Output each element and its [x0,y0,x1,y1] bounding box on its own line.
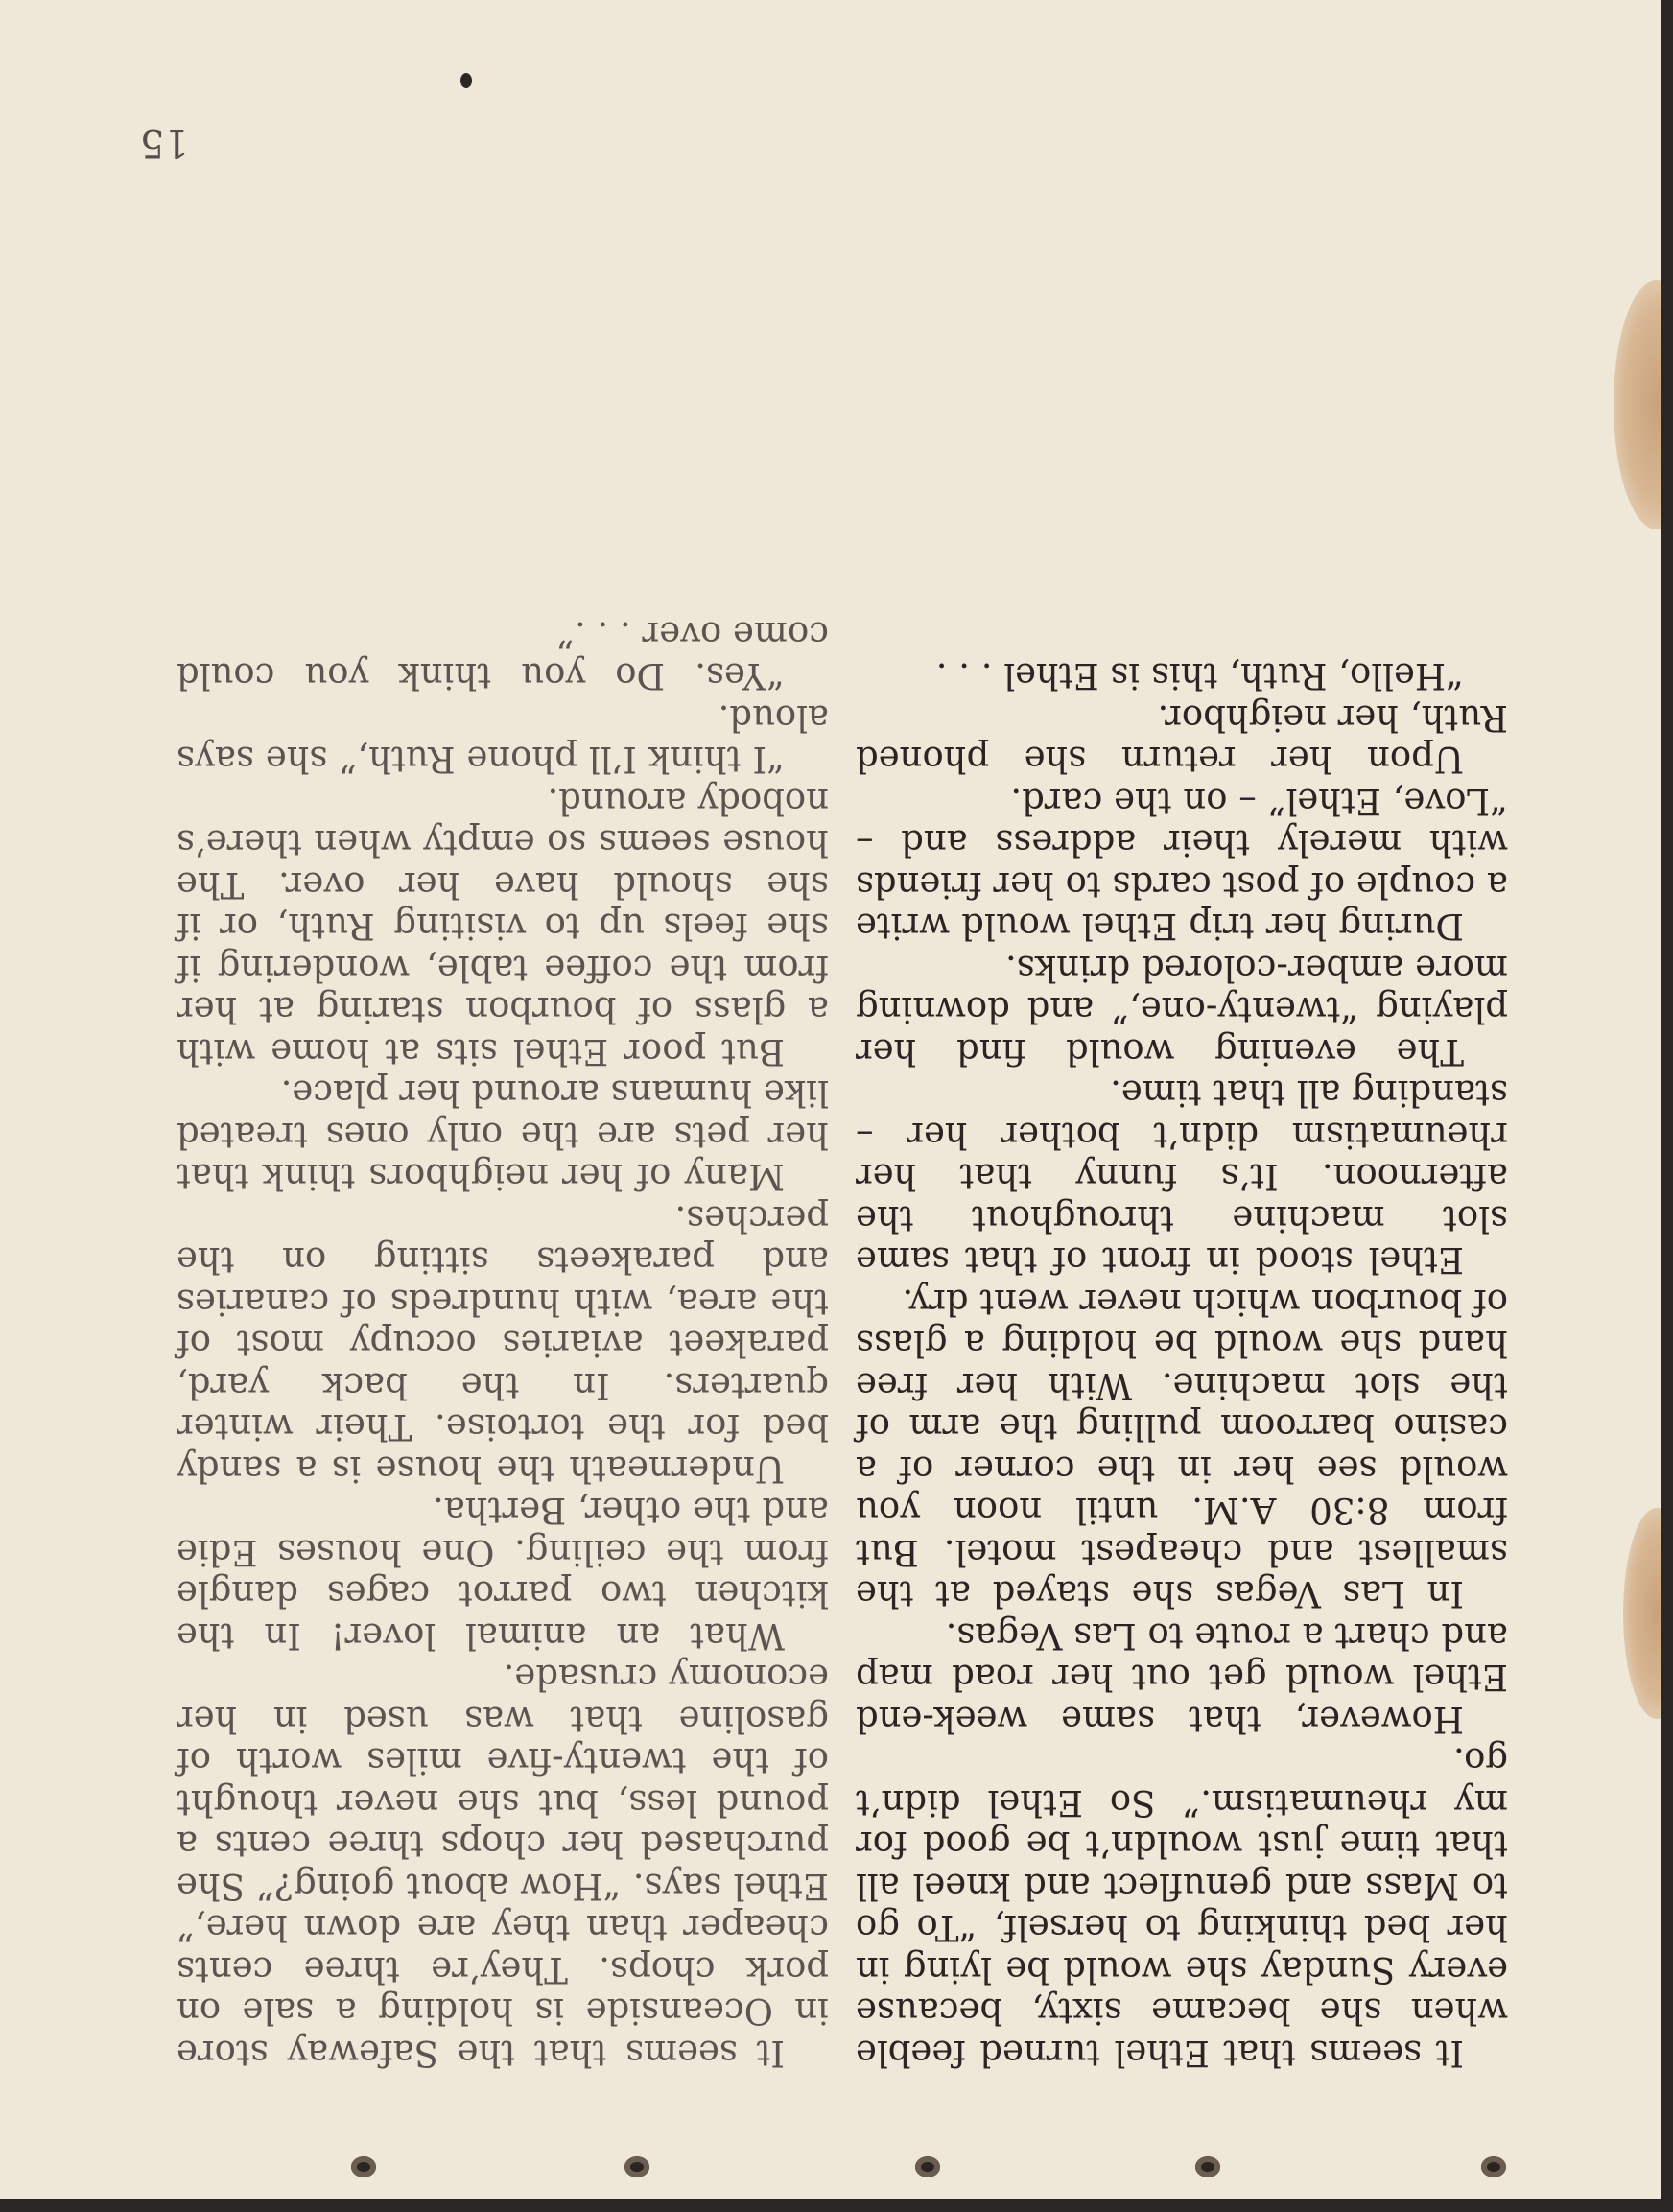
paragraph: The evening would find her playing “twenty-one,” and downing more amber-colored drinks. [856,948,1508,1072]
paragraph: It seems that the Safeway store in Oceanside is holding a sale on pork chops. They’re three cents cheaper than they are down here,” Ethel says. “How about going?” She purchased her chops three cents a pound less, but she never thought of the twenty-five miles worth of gasoline that was used in her economy crusade. [177,1657,829,2074]
right-column [177,614,829,2075]
paragraph: “Yes. Do you think you could come over . . .” [177,614,829,697]
stain [1614,280,1661,529]
page-number: 15 [140,121,189,165]
paragraph: “I think I’ll phone Ruth,” she says aloud. [177,697,829,781]
paragraph: Many of her neighbors think that her pets are the only ones treated like humans around her place. [177,1072,829,1198]
binder-hole [351,2156,376,2177]
paragraph: Ethel stood in front of that same slot machine throughout the afternoon. It’s funny that her rheumatism didn’t bother her – standing all that time. [856,1072,1508,1282]
paragraph: What an animal lover! In the kitchen two parrot cages dangle from the ceiling. One houses Edie and the other, Bertha. [177,1490,829,1657]
binder-hole [1481,2156,1506,2177]
left-column [856,655,1508,2074]
paragraph: However, that same week-end Ethel would get out her road map and chart a route to Las Vegas. [856,1615,1508,1740]
ink-speck [460,73,472,88]
paragraph: It seems that Ethel turned feeble when she became sixty, because every Sunday she would be lying in her bed thinking to herself, “To go to Mass and genuflect and kneel all that time just wouldn’t be good for my rheumatism.” So Ethel didn’t go. [856,1740,1508,2074]
stain [1623,1508,1661,1719]
binder-hole [915,2156,940,2177]
binder-hole [624,2156,649,2177]
binder-hole [1195,2156,1220,2177]
paragraph: During her trip Ethel would write a couple of post cards to her friends with merely their address and – “Love, Ethel” – on the card. [856,781,1508,948]
paragraph: Underneath the house is a sandy bed for the tortoise. Their winter quarters. In the back yard, parakeet aviaries occupy most of the area, with hundreds of canaries and parakeets sitting on the perches. [177,1198,829,1490]
paragraph: But poor Ethel sits at home with a glass of bourbon staring at her from the coffee table, wondering if she feels up to visiting Ruth, or if she should have her over. The house seems so empty when there’s nobody around. [177,781,829,1072]
paragraph: Upon her return she phoned Ruth, her neighbor. [856,697,1508,781]
paragraph: “Hello, Ruth, this is Ethel . . . [935,655,1464,697]
paragraph: In Las Vegas she stayed at the smallest and cheapest motel. But from 8:30 A.M. until noon you would see her in the corner of a casino barroom pulling the arm of the slot machine. With her free hand she would be holding a glass of bourbon which never went dry. [856,1282,1508,1615]
